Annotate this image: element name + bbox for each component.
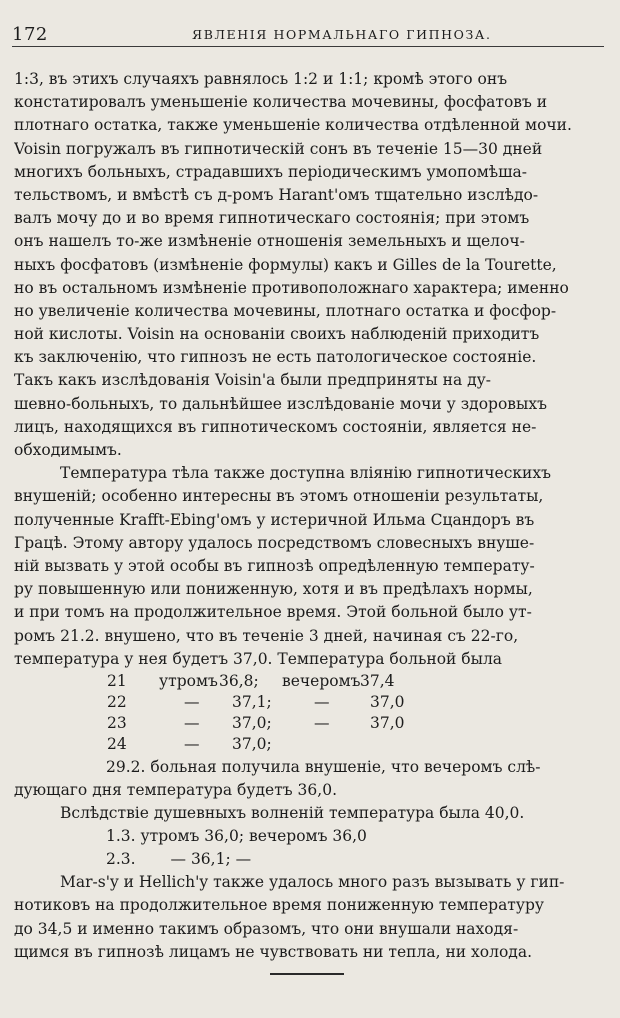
- text-line: ныхъ фосфатовъ (измѣненіе формулы) какъ и Gilles de la Tourette,: [14, 255, 557, 274]
- text-line: ру повышенную или пониженную, хотя и въ предѣлахъ нормы,: [14, 580, 533, 599]
- table-day: 23: [107, 714, 127, 733]
- text-line: щимся въ гипнозѣ лицамъ не чувствовать ни тепла, ни холода.: [14, 942, 533, 961]
- temperature-row: [14, 671, 600, 692]
- text-line: Такъ какъ изслѣдованія Voisin'a были предприняты на ду-: [14, 371, 492, 390]
- text-line: 29.2. больная получила внушеніе, что вечеромъ слѣ-: [106, 757, 541, 776]
- text-line: полученные Krafft-Ebing'омъ у истеричной Ильма Сцандоръ въ: [14, 510, 535, 529]
- text-line: ной кислоты. Voisin на основаніи своихъ наблюденій приходитъ: [14, 325, 540, 344]
- text-line: обходимымъ.: [14, 441, 122, 459]
- table-morning-value: 37,1;: [232, 693, 272, 712]
- table-morning-label: —: [184, 735, 200, 754]
- table-morning-value: 37,0;: [232, 714, 272, 733]
- running-title: ЯВЛЕНІЯ НОРМАЛЬНАГО ГИПНОЗА.: [192, 27, 492, 42]
- table-day: 24: [107, 735, 127, 754]
- text-line: но въ остальномъ измѣненіе противоположнаго характера; именно: [14, 278, 569, 297]
- table-evening-label: —: [314, 693, 330, 712]
- text-line: Mar-s'y и Hellich'y также удалось много разъ вызывать у гип-: [60, 873, 565, 892]
- text-line: ромъ 21.2. внушено, что въ теченіе 3 дней, начиная съ 22-го,: [14, 626, 519, 645]
- table-day: 21: [107, 671, 127, 690]
- text-line: Температура тѣла также доступна вліянію гипнотическихъ: [60, 464, 551, 483]
- table-morning-label: —: [184, 693, 200, 712]
- text-line: температура у нея будетъ 37,0. Температура больной была: [14, 649, 503, 668]
- header-rule: [12, 46, 604, 47]
- table-evening-value: 37,4: [360, 671, 395, 690]
- text-line: лицъ, находящихся въ гипнотическомъ состояніи, является не-: [14, 417, 537, 436]
- text-line: шевно-больныхъ, то дальнѣйшее изслѣдованіе мочи у здоровыхъ: [14, 394, 547, 413]
- table-evening-value: 37,0: [370, 693, 405, 712]
- observation-text: утромъ 36,0; вечеромъ 36,0: [140, 827, 367, 846]
- table-morning-label: утромъ: [159, 671, 218, 690]
- text-line: внушеній; особенно интересны въ этомъ отношеніи результаты,: [14, 487, 544, 506]
- observation-text: — 36,1; —: [170, 850, 252, 869]
- table-morning-value: 36,8;: [219, 671, 259, 690]
- observation-date: 2.3.: [106, 850, 136, 869]
- table-morning-label: —: [184, 714, 200, 733]
- text-line: ній вызвать у этой особы въ гипнозѣ опредѣленную температу-: [14, 556, 535, 575]
- table-evening-label: вечеромъ: [282, 671, 361, 690]
- temperature-row: [14, 713, 600, 734]
- page-header: [12, 22, 604, 46]
- temperature-row: [14, 692, 600, 713]
- text-line: нотиковъ на продолжительное время пониженную температуру: [14, 896, 545, 915]
- text-line: констатировалъ уменьшеніе количества мочевины, фосфатовъ и: [14, 93, 548, 112]
- body-text: [14, 68, 600, 964]
- observation-row: [14, 825, 600, 848]
- table-day: 22: [107, 693, 127, 712]
- table-morning-value: 37,0;: [232, 735, 272, 754]
- text-line: до 34,5 и именно такимъ образомъ, что они внушали находя-: [14, 919, 519, 938]
- text-line: и при томъ на продолжительное время. Этой больной было ут-: [14, 603, 532, 622]
- text-line: валъ мочу до и во время гипнотическаго состоянія; при этомъ: [14, 209, 530, 228]
- table-evening-value: 37,0: [370, 714, 405, 733]
- text-line: плотнаго остатка, также уменьшеніе количества отдѣленной мочи.: [14, 116, 572, 135]
- text-line: 1:3, въ этихъ случаяхъ равнялось 1:2 и 1:1; кромѣ этого онъ: [14, 70, 508, 88]
- table-evening-label: —: [314, 714, 330, 733]
- text-line: дующаго дня температура будетъ 36,0.: [14, 780, 337, 799]
- text-line: многихъ больныхъ, страдавшихъ періодическимъ умопомѣша-: [14, 162, 527, 181]
- observation-row: [14, 848, 600, 871]
- page-number: 172: [12, 24, 48, 45]
- text-line: къ заключенію, что гипнозъ не есть патологическое состояніе.: [14, 348, 537, 367]
- text-line: онъ нашелъ то-же измѣненіе отношенія земельныхъ и щелоч-: [14, 232, 525, 251]
- text-line: Voisin погружалъ въ гипнотическій сонъ въ теченіе 15—30 дней: [14, 139, 543, 158]
- text-line: тельствомъ, и вмѣстѣ съ д-ромъ Harant'омъ тщательно изслѣдо-: [14, 185, 539, 204]
- observation-date: 1.3.: [106, 827, 136, 846]
- closing-rule: [270, 973, 344, 975]
- temperature-row: [14, 734, 600, 755]
- text-line: но увеличеніе количества мочевины, плотнаго остатка и фосфор-: [14, 301, 557, 320]
- text-line: Грацѣ. Этому автору удалось посредствомъ словесныхъ внуше-: [14, 533, 535, 552]
- text-line: Вслѣдствіе душевныхъ волненій температура была 40,0.: [60, 804, 525, 822]
